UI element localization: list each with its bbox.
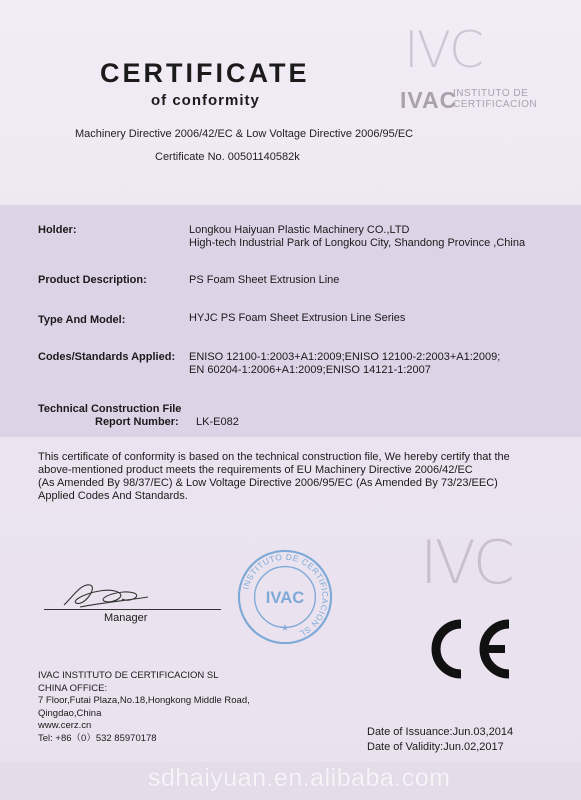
signature-stroke xyxy=(64,585,148,607)
holder-line-1: Longkou Haiyuan Plastic Machinery CO.,LTD xyxy=(189,224,410,236)
type-value: HYJC PS Foam Sheet Extrusion Line Series xyxy=(189,312,406,324)
ce-mark-icon xyxy=(423,616,515,682)
statement-line-4: Applied Codes And Standards. xyxy=(38,490,188,502)
ivac-logo xyxy=(400,21,550,120)
product-value: PS Foam Sheet Extrusion Line xyxy=(189,274,340,286)
address-website: www.cerz.cn xyxy=(38,720,92,731)
validity-dates xyxy=(367,725,513,755)
product-label: Product Description: xyxy=(38,274,147,286)
statement-line-1: This certificate of conformity is based on the technical construction file, We hereby certify that the xyxy=(38,451,510,463)
institute-line-2: CERTIFICACION xyxy=(453,99,538,110)
institute-name xyxy=(453,88,537,110)
manager-label: Manager xyxy=(104,612,148,624)
codes-line-2: EN 60204-1:2006+A1:2009;ENISO 14121-1:2007 xyxy=(189,364,431,376)
stamp-center-text: IVAC xyxy=(265,587,305,607)
certificate-title: CERTIFICATE xyxy=(100,58,310,88)
tcf-label xyxy=(38,403,181,429)
manager-signature xyxy=(60,577,152,611)
tcf-value: LK-E082 xyxy=(196,416,239,428)
footer-watermark-text: sdhaiyuan.en.alibaba.com xyxy=(148,764,451,792)
ivac-word: IVAC xyxy=(400,87,458,113)
tcf-label-line-1: Technical Construction File xyxy=(38,403,182,415)
issuance-date: Date of Issuance:Jun.03,2014 xyxy=(367,726,514,738)
certificate-number: Certificate No. 00501140582k xyxy=(155,151,300,163)
footer-watermark-band xyxy=(0,762,581,800)
codes-label: Codes/Standards Applied: xyxy=(38,351,176,363)
type-label: Type And Model: xyxy=(38,314,126,326)
tcf-label-line-2: Report Number: xyxy=(95,416,179,428)
address-line-3: 7 Floor,Futai Plaza,No.18,Hongkong Middle Road, xyxy=(38,695,250,706)
ce-mark-text: CE xyxy=(423,616,425,617)
stamp-ring-textpath: INSTITUTO DE CERTIFICACION SL xyxy=(240,551,331,640)
office-address xyxy=(38,670,250,745)
conformity-statement xyxy=(38,451,548,503)
address-phone: Tel: +86（0）532 85970178 xyxy=(38,732,157,744)
ivc-watermark: IVC xyxy=(420,528,512,598)
ivac-stamp xyxy=(236,548,334,646)
institute-line-1: INSTITUTO DE xyxy=(453,88,529,99)
signature-line xyxy=(44,609,221,610)
validity-date: Date of Validity:Jun.02,2017 xyxy=(367,741,504,753)
ivc-mark: IVC xyxy=(404,21,482,79)
holder-value xyxy=(189,224,525,250)
holder-label: Holder: xyxy=(38,224,77,236)
codes-value xyxy=(189,351,500,377)
address-line-1: IVAC INSTITUTO DE CERTIFICACION SL xyxy=(38,670,219,681)
directive-line: Machinery Directive 2006/42/EC & Low Voltage Directive 2006/95/EC xyxy=(75,128,414,140)
ce-c-shape xyxy=(436,624,461,674)
codes-line-1: ENISO 12100-1:2003+A1:2009;ENISO 12100-2:2003+A1:2009; xyxy=(189,351,501,363)
address-line-2: CHINA OFFICE: xyxy=(38,682,108,694)
statement-line-2: above-mentioned product meets the requirements of EU Machinery Directive 2006/42/EC xyxy=(38,464,473,476)
holder-line-2: High-tech Industrial Park of Longkou City, Shandong Province ,China xyxy=(189,237,526,249)
certificate-subtitle: of conformity xyxy=(151,92,260,109)
address-line-4: Qingdao,China xyxy=(38,707,102,719)
stamp-star-icon: ★ xyxy=(281,623,289,634)
statement-line-3: (As Amended By 98/37/EC) & Low Voltage Directive 2006/95/EC (As Amended By 73/23/EEC) xyxy=(38,477,498,489)
